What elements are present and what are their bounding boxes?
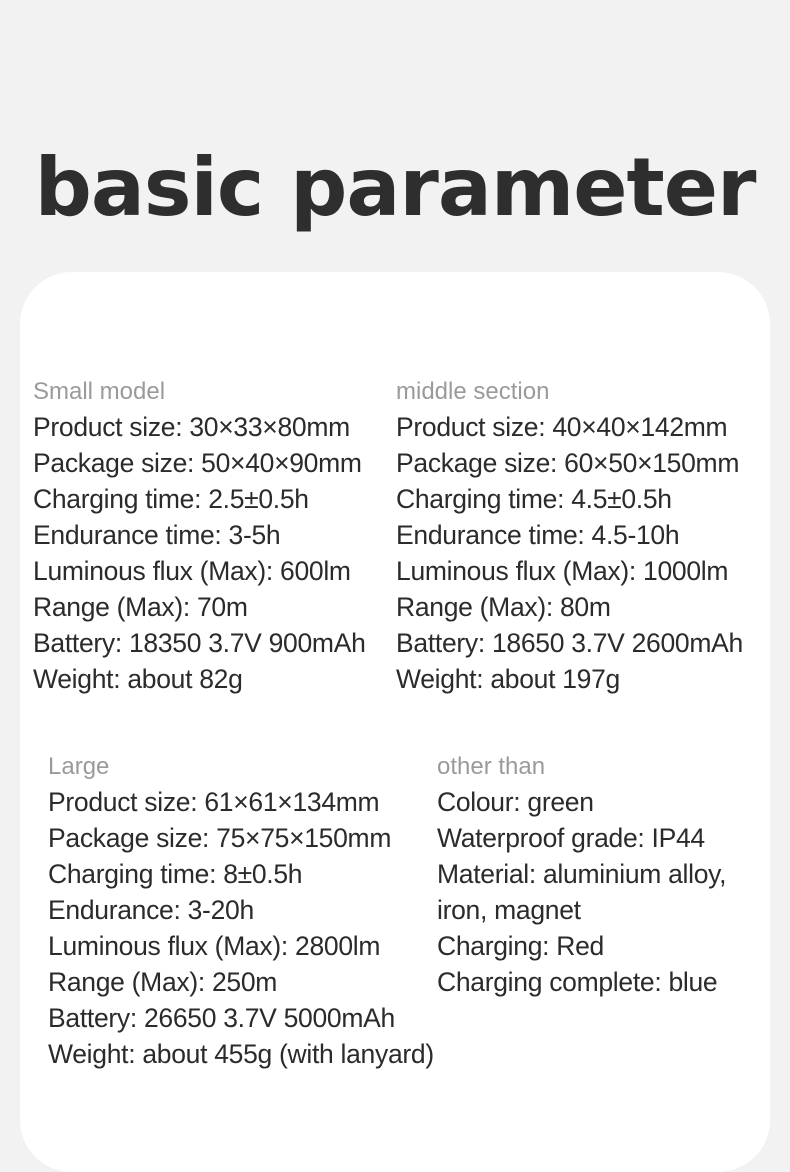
spec-range: Range (Max): 70m bbox=[33, 592, 248, 622]
spec-list bbox=[33, 409, 413, 697]
spec-luminous-flux: Luminous flux (Max): 600lm bbox=[33, 556, 351, 586]
spec-battery: Battery: 18350 3.7V 900mAh bbox=[33, 628, 366, 658]
spec-charging-indicator: Charging: Red bbox=[437, 931, 604, 961]
section-other bbox=[437, 750, 790, 1000]
section-large bbox=[48, 750, 434, 1072]
spec-charging-time: Charging time: 4.5±0.5h bbox=[396, 484, 672, 514]
spec-weight: Weight: about 197g bbox=[396, 664, 620, 694]
spec-battery: Battery: 18650 3.7V 2600mAh bbox=[396, 628, 743, 658]
spec-endurance: Endurance: 3-20h bbox=[48, 895, 254, 925]
spec-material-cont: iron, magnet bbox=[437, 895, 581, 925]
spec-charging-time: Charging time: 8±0.5h bbox=[48, 859, 303, 889]
spec-package-size: Package size: 75×75×150mm bbox=[48, 823, 392, 853]
spec-product-size: Product size: 40×40×142mm bbox=[396, 412, 728, 442]
spec-list bbox=[437, 784, 790, 1000]
section-heading: other than bbox=[437, 753, 546, 780]
spec-luminous-flux: Luminous flux (Max): 1000lm bbox=[396, 556, 729, 586]
spec-luminous-flux: Luminous flux (Max): 2800lm bbox=[48, 931, 381, 961]
section-heading: Large bbox=[48, 753, 110, 780]
spec-weight: Weight: about 455g (with lanyard) bbox=[48, 1039, 434, 1069]
spec-range: Range (Max): 250m bbox=[48, 967, 278, 997]
page-title: basic parameter bbox=[34, 141, 756, 234]
section-heading: middle section bbox=[396, 378, 550, 405]
section-small-model bbox=[33, 375, 413, 697]
spec-endurance-time: Endurance time: 4.5-10h bbox=[396, 520, 680, 550]
spec-material: Material: aluminium alloy, bbox=[437, 859, 727, 889]
spec-charging-complete: Charging complete: blue bbox=[437, 967, 718, 997]
spec-endurance-time: Endurance time: 3-5h bbox=[33, 520, 281, 550]
spec-list bbox=[396, 409, 776, 697]
spec-product-size: Product size: 30×33×80mm bbox=[33, 412, 350, 442]
spec-charging-time: Charging time: 2.5±0.5h bbox=[33, 484, 309, 514]
spec-product-size: Product size: 61×61×134mm bbox=[48, 787, 380, 817]
spec-package-size: Package size: 60×50×150mm bbox=[396, 448, 740, 478]
spec-battery: Battery: 26650 3.7V 5000mAh bbox=[48, 1003, 395, 1033]
spec-range: Range (Max): 80m bbox=[396, 592, 611, 622]
section-heading: Small model bbox=[33, 378, 166, 405]
spec-weight: Weight: about 82g bbox=[33, 664, 243, 694]
spec-waterproof-grade: Waterproof grade: IP44 bbox=[437, 823, 705, 853]
spec-colour: Colour: green bbox=[437, 787, 594, 817]
spec-list bbox=[48, 784, 434, 1072]
section-middle bbox=[396, 375, 776, 697]
spec-package-size: Package size: 50×40×90mm bbox=[33, 448, 362, 478]
